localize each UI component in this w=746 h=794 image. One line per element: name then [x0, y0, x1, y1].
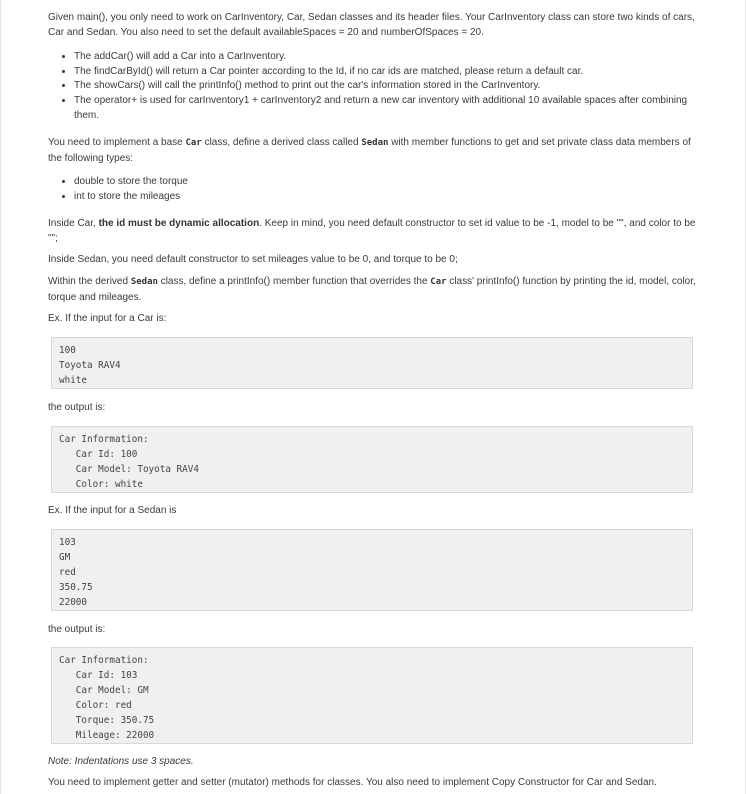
car-input-code-block: 100 Toyota RAV4 white: [51, 337, 693, 389]
car-id-paragraph: Inside Car, the id must be dynamic allocation. Keep in mind, you need default constructor to set id value to be -1, model to be "", and color to be "";: [48, 218, 696, 244]
inline-code-car: Car: [185, 138, 202, 148]
output-label: the output is:: [48, 624, 106, 635]
derived-class-paragraph: You need to implement a base Car class, define a derived class called Sedan with member functions to get and set private class data members of the following types:: [48, 137, 691, 164]
inline-code-sedan: Sedan: [361, 138, 389, 148]
output-label: the output is:: [48, 402, 106, 413]
car-output-code-block: Car Information: Car Id: 100 Car Model: Toyota RAV4 Color: white: [51, 426, 693, 493]
example-car-label: Ex. If the input for a Car is:: [48, 313, 167, 324]
dynamic-allocation-emphasis: the id must be dynamic allocation: [98, 218, 260, 229]
inline-code-sedan: Sedan: [130, 277, 158, 287]
list-item: • The operator+ is used for carInventory1 + carInventory2 and return a new car inventory with additional 10 available spaces after combining them.: [74, 94, 698, 123]
list-item: • The showCars() will call the printInfo() method to print out the car's information stored in the CarInventory.: [74, 79, 698, 94]
requirements-list: [48, 50, 698, 124]
sedan-default-paragraph: Inside Sedan, you need default constructor to set mileages value to be 0, and torque to be 0;: [48, 254, 458, 265]
list-item: • double to store the torque: [74, 175, 188, 190]
example-sedan-label: Ex. If the input for a Sedan is: [48, 505, 177, 516]
indentation-note: Note: Indentations use 3 spaces.: [48, 756, 194, 767]
sedan-input-code-block: 103 GM red 350.75 22000: [51, 529, 693, 611]
printinfo-paragraph: Within the derived Sedan class, define a printInfo() member function that overrides the Car class' printInfo() function by printing the id, model, color, torque and mileages.: [48, 276, 696, 303]
inline-code-car: Car: [430, 277, 447, 287]
final-paragraph: You need to implement getter and setter (mutator) methods for classes. You also need to implement Copy Constructor for Car and Sedan.: [48, 777, 657, 788]
sedan-output-code-block: Car Information: Car Id: 103 Car Model: GM Color: red Torque: 350.75 Mileage: 22000: [51, 647, 693, 744]
member-types-list: [48, 175, 188, 204]
list-item: • The addCar() will add a Car into a CarInventory.: [74, 50, 698, 65]
list-item: • int to store the mileages: [74, 190, 188, 205]
list-item: • The findCarById() will return a Car pointer according to the Id, if no car ids are matched, please return a default car.: [74, 65, 698, 80]
intro-paragraph: Given main(), you only need to work on CarInventory, Car, Sedan classes and its header files. Your CarInventory class can store two kinds of cars, Car and Sedan. You also need to set the default availableSpaces = 20 and numberOfSpaces = 20.: [48, 12, 695, 38]
